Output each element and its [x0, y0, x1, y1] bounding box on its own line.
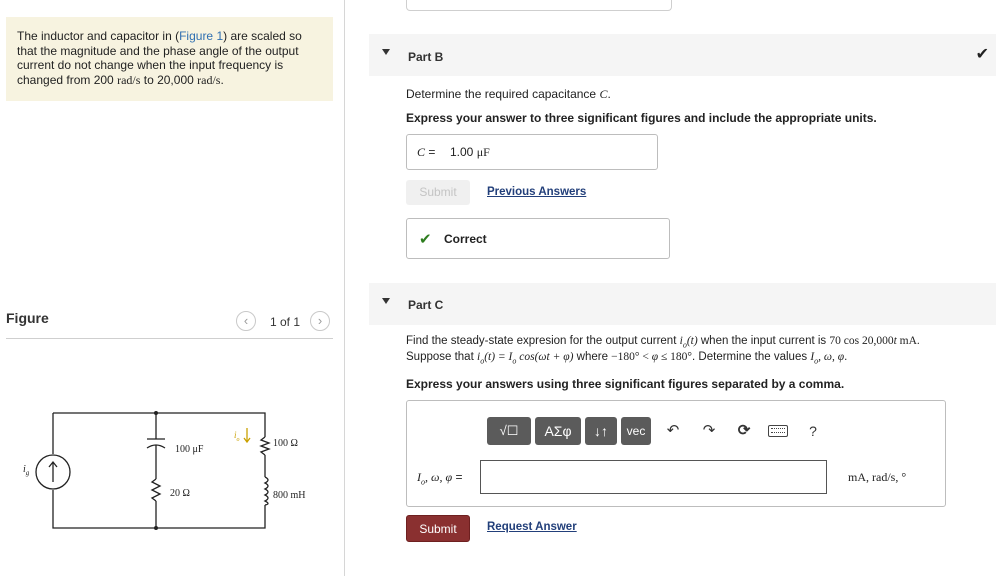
- keyboard-icon[interactable]: [768, 425, 788, 437]
- templates-button[interactable]: √☐: [487, 417, 531, 445]
- answer-value: 1.00 μF: [450, 145, 490, 159]
- figure-heading: Figure: [6, 310, 49, 326]
- chevron-right-icon: ›: [317, 313, 323, 328]
- figure-next-button[interactable]: [310, 311, 330, 331]
- checkmark-icon: ✔: [975, 46, 989, 63]
- arrows-button[interactable]: ↓↑: [585, 417, 617, 445]
- circuit-diagram: [0, 395, 340, 545]
- undo-icon[interactable]: ↶: [666, 422, 680, 439]
- vec-button[interactable]: vec: [621, 417, 651, 445]
- part-b-answer-box: [406, 134, 658, 170]
- caret-down-icon: [382, 298, 390, 304]
- resistor-20: [152, 479, 160, 501]
- inductor-label: 800 mH: [273, 490, 306, 501]
- resistor-right-label: 100 Ω: [273, 438, 298, 449]
- chevron-left-icon: ‹: [243, 313, 249, 328]
- correct-check-icon: ✔: [419, 231, 432, 248]
- part-c-answer-input[interactable]: [480, 460, 827, 494]
- part-c-question-line1: Find the steady-state expresion for the output current $i_o(t)$ when the input current is 70 cos 20,000t mA.: [406, 335, 920, 350]
- part-b-question: [406, 87, 611, 102]
- figure-prev-button[interactable]: [236, 311, 256, 331]
- figure-divider: [6, 338, 333, 339]
- node-top: [154, 411, 158, 415]
- variable-c: C: [599, 87, 608, 101]
- part-c-header[interactable]: [369, 283, 996, 325]
- part-b-header[interactable]: [369, 34, 996, 76]
- answer-label-c: C =: [417, 145, 436, 159]
- previous-answers-link[interactable]: Previous Answers: [487, 186, 587, 198]
- redo-icon[interactable]: ↷: [702, 422, 716, 439]
- inductor-800mH: [265, 477, 268, 505]
- capacitor-label: 100 μF: [175, 444, 204, 455]
- part-c-submit-button[interactable]: Submit: [406, 515, 470, 542]
- part-b-instruction: Express your answer to three significant figures and include the appropriate units.: [406, 111, 877, 125]
- answer-label-io: $I_o$, ω, φ =: [417, 470, 463, 487]
- wire-bottom: [53, 490, 265, 528]
- output-current-label: $i_o$: [234, 430, 240, 443]
- part-c-instruction: Express your answers using three significant figures separated by a comma.: [406, 377, 845, 391]
- column-divider: [344, 0, 345, 576]
- problem-statement: [6, 17, 333, 101]
- source-label: $i_g$: [23, 464, 30, 477]
- resistor-100: [261, 437, 269, 455]
- request-answer-link[interactable]: Request Answer: [487, 521, 577, 533]
- help-button[interactable]: ?: [809, 423, 817, 439]
- figure-counter: 1 of 1: [270, 315, 301, 329]
- part-b-submit-button[interactable]: Submit: [406, 180, 470, 205]
- part-b-question-end: .: [607, 87, 611, 101]
- caret-down-icon: [382, 49, 390, 55]
- greek-button[interactable]: ΑΣφ: [535, 417, 581, 445]
- part-b-question-text: Determine the required capacitance: [406, 87, 600, 101]
- reset-icon[interactable]: ⟳: [737, 422, 751, 439]
- problem-text: [17, 29, 317, 87]
- correct-label: Correct: [444, 232, 487, 246]
- problem-text-part: The inductor and capacitor in (: [17, 29, 180, 43]
- node-bottom: [154, 526, 158, 530]
- part-c-title: Part C: [408, 298, 444, 312]
- part-c-question-line2: Suppose that $i_o(t) = I_o$ cos(ωt + φ) where −180° < φ ≤ 180°. Determine the values $I_o$, ω, φ.: [406, 351, 848, 366]
- answer-units: mA, rad/s, °: [848, 470, 907, 484]
- figure-link[interactable]: Figure 1: [179, 29, 224, 43]
- part-b-title: Part B: [408, 50, 444, 64]
- resistor-left-label: 20 Ω: [170, 488, 190, 499]
- problem-text-rest: ) are scaled so that the magnitude and the phase angle of the output current do not change when the input frequency is changed from 200 rad/s to 20,000 rad/s.: [17, 29, 302, 87]
- correct-feedback: [406, 218, 670, 259]
- previous-box-edge: [406, 0, 672, 11]
